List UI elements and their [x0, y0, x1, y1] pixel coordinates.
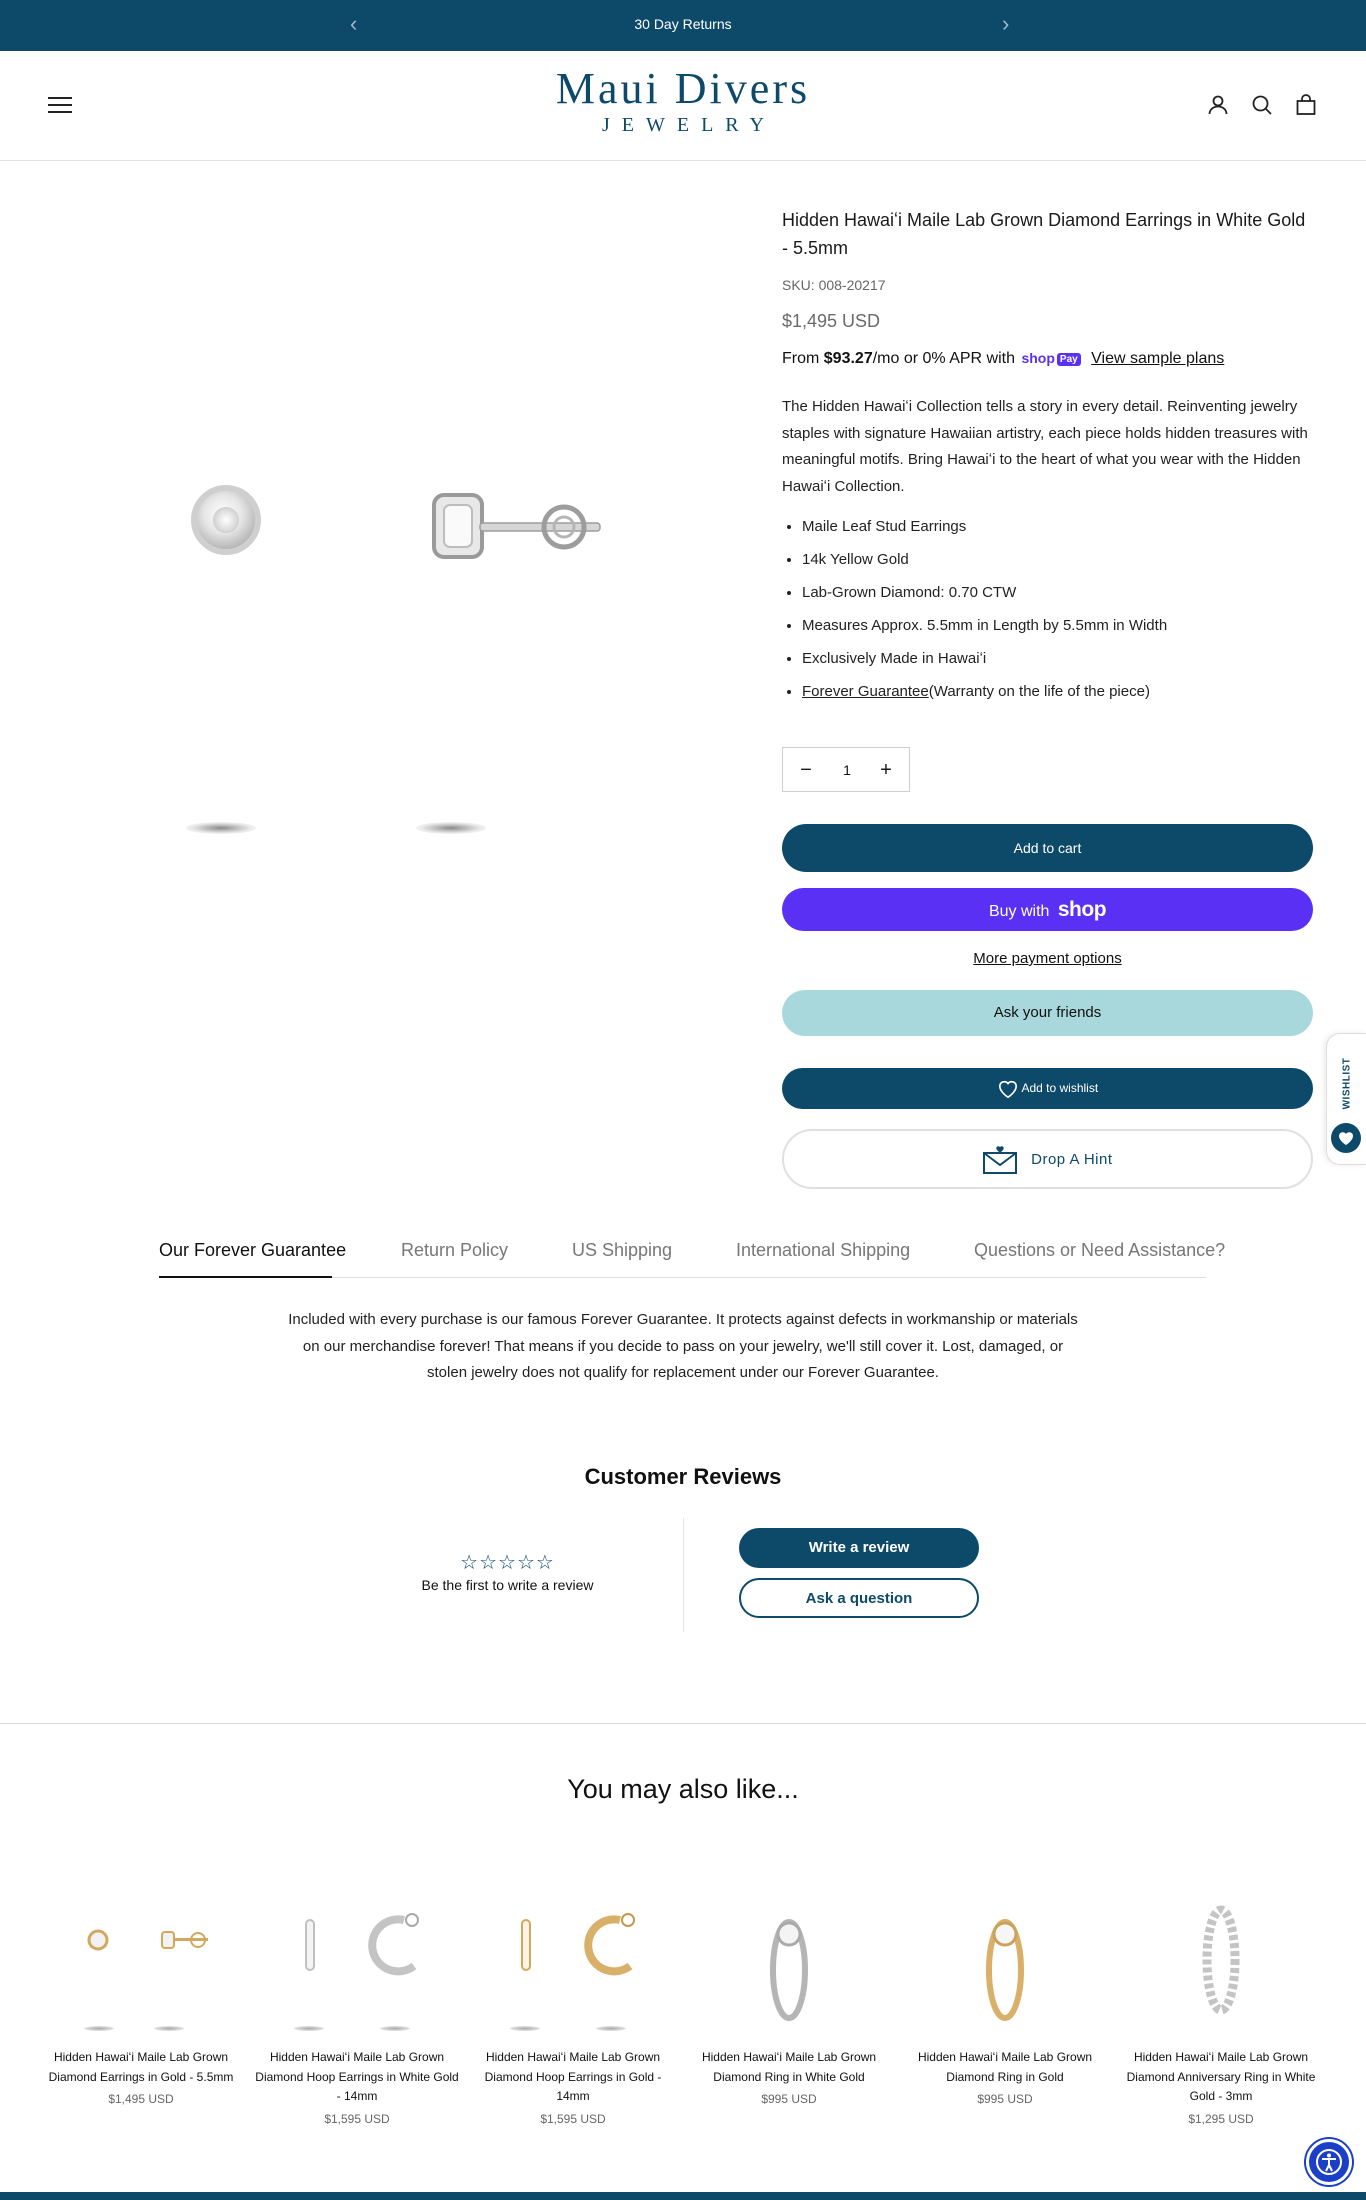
shop-pay-word: shop — [1021, 350, 1055, 366]
active-tab-indicator — [159, 1276, 332, 1278]
account-icon[interactable] — [1206, 93, 1230, 117]
image-shadow — [596, 2026, 626, 2031]
installments-suffix: /mo or 0% APR with — [872, 350, 1015, 367]
product-card-price: $1,295 USD — [1188, 2111, 1254, 2126]
feature-item: • Exclusively Made in Hawaiʻi — [802, 648, 1312, 669]
chevron-left-icon[interactable]: ‹ — [350, 11, 358, 36]
image-shadow — [416, 822, 486, 834]
reviews-summary — [380, 1550, 635, 1593]
buy-with-shop-button[interactable] — [782, 888, 1313, 931]
product-price: $1,495 USD — [782, 311, 881, 331]
product-card-price: $995 USD — [977, 2092, 1033, 2106]
wishlist-side-tab[interactable] — [1326, 1033, 1366, 1165]
write-review-button[interactable]: Write a review — [739, 1528, 979, 1568]
chevron-right-icon[interactable]: › — [1002, 11, 1010, 36]
ask-friends-button[interactable]: Ask your friends — [782, 990, 1313, 1036]
product-card-price: $1,595 USD — [540, 2111, 606, 2126]
feature-item: • Maile Leaf Stud Earrings — [802, 516, 1312, 537]
product-card-price: $1,495 USD — [108, 2092, 174, 2106]
product-card-name: Hidden Hawaiʻi Maile Lab Grown Diamond Earrings in Gold - 5.5mm — [48, 2050, 234, 2084]
image-shadow — [380, 2026, 410, 2031]
shop-pay-badge: Pay — [1057, 353, 1081, 366]
plus-icon[interactable]: + — [880, 759, 892, 781]
logo-line-1: Maui Divers — [555, 64, 811, 113]
product-card-name: Hidden Hawaiʻi Maile Lab Grown Diamond Hoop Earrings in White Gold - 14mm — [255, 2050, 459, 2103]
tab-questions[interactable]: Questions or Need Assistance? — [974, 1240, 1226, 1260]
product-description: The Hidden Hawaiʻi Collection tells a story in every detail. Reinventing jewelry staples with signature Hawaiian artistry, each piece holds hidden treasures with meaningful motifs. Bring Hawaiʻi to the heart of what you wear with the Hidden Hawaiʻi Collection. — [782, 398, 1308, 495]
tab-international-shipping[interactable]: International Shipping — [736, 1240, 911, 1260]
product-thumbnail — [902, 1880, 1108, 2040]
product-title: Hidden Hawaiʻi Maile Lab Grown Diamond Earrings in White Gold - 5.5mm — [782, 210, 1306, 258]
image-shadow — [294, 2026, 324, 2031]
announcement-bar — [0, 0, 1366, 51]
view-sample-plans-link[interactable]: View sample plans — [1091, 350, 1225, 367]
image-shadow — [154, 2026, 184, 2031]
product-info — [782, 206, 1312, 714]
feature-item-guarantee — [802, 681, 1312, 702]
wishlist-tab-label: WISHLIST — [1341, 1057, 1353, 1110]
product-card-price: $1,595 USD — [324, 2111, 390, 2126]
accessibility-icon[interactable] — [1306, 2139, 1352, 2185]
feature-item: • Lab-Grown Diamond: 0.70 CTW — [802, 582, 1312, 603]
image-shadow — [84, 2026, 114, 2031]
feature-list — [782, 516, 1312, 702]
add-to-wishlist-label: Add to wishlist — [1021, 1081, 1099, 1095]
earring-front-view — [191, 485, 261, 555]
minus-icon[interactable]: − — [800, 759, 812, 781]
installments-prefix: From — [782, 350, 824, 367]
product-sku: SKU: 008-20217 — [782, 277, 886, 293]
shop-pay-logo — [1021, 350, 1080, 366]
section-divider — [0, 1723, 1366, 1724]
image-shadow — [510, 2026, 540, 2031]
recommendations-title: You may also like... — [567, 1774, 799, 1804]
cart-icon[interactable] — [1294, 93, 1318, 117]
add-to-wishlist-button[interactable] — [782, 1068, 1313, 1109]
shop-logo: shop — [1057, 898, 1107, 921]
heart-icon — [997, 1079, 1019, 1099]
star-rating-icon: ☆☆☆☆☆ — [460, 1552, 555, 1574]
reviews-empty-text: Be the first to write a review — [421, 1577, 594, 1593]
envelope-icon — [982, 1145, 1018, 1175]
product-image[interactable] — [150, 440, 650, 860]
earring-side-view — [430, 485, 610, 575]
guarantee-note: (Warranty on the life of the piece) — [928, 683, 1150, 700]
feature-item: • 14k Yellow Gold — [802, 549, 1312, 570]
site-header — [0, 51, 1366, 161]
quantity-stepper — [782, 747, 910, 792]
info-tabs — [159, 1236, 1226, 1278]
reviews-divider — [683, 1518, 684, 1632]
product-card[interactable] — [902, 1880, 1108, 2106]
installments-amount: $93.27 — [823, 350, 873, 367]
tab-return-policy[interactable]: Return Policy — [401, 1240, 509, 1260]
product-card-name: Hidden Hawaiʻi Maile Lab Grown Diamond Hoop Earrings in Gold - 14mm — [484, 2050, 662, 2103]
product-card[interactable] — [686, 1880, 892, 2106]
search-icon[interactable] — [1250, 93, 1274, 117]
installments-text — [782, 350, 1312, 368]
buy-with-label: Buy with — [988, 903, 1050, 920]
product-card-name: Hidden Hawaiʻi Maile Lab Grown Diamond Anniversary Ring in White Gold - 3mm — [1126, 2050, 1316, 2103]
announcement-text: 30 Day Returns — [634, 16, 732, 32]
product-card[interactable] — [254, 1880, 460, 2126]
product-card-name: Hidden Hawaiʻi Maile Lab Grown Diamond Ring in Gold — [917, 2050, 1093, 2084]
reviews-title: Customer Reviews — [584, 1464, 782, 1489]
tab-content: Included with every purchase is our famous Forever Guarantee. It protects against defects in workmanship or materials on our merchandise forever! That means if you decide to pass on your jewelry, we'll still cover it. Lost, damaged, or stolen jewelry does not qualify for replacement under our Forever Guarantee. — [288, 1311, 1078, 1381]
site-logo[interactable] — [0, 65, 1366, 137]
ask-question-button[interactable]: Ask a question — [739, 1578, 979, 1618]
add-to-cart-button[interactable]: Add to cart — [782, 824, 1313, 872]
image-shadow — [186, 822, 256, 834]
drop-a-hint-button[interactable] — [782, 1129, 1313, 1189]
product-card-name: Hidden Hawaiʻi Maile Lab Grown Diamond Ring in White Gold — [701, 2050, 877, 2084]
footer-band — [0, 2192, 1366, 2200]
drop-a-hint-label: Drop A Hint — [1031, 1151, 1113, 1168]
product-thumbnail — [1118, 1880, 1324, 2040]
quantity-input[interactable] — [825, 758, 869, 782]
product-thumbnail — [38, 1880, 244, 2040]
product-card[interactable] — [38, 1880, 244, 2106]
product-card[interactable] — [1118, 1880, 1324, 2126]
product-thumbnail — [686, 1880, 892, 2040]
product-card-price: $995 USD — [761, 2092, 817, 2106]
forever-guarantee-link[interactable]: Forever Guarantee — [802, 683, 929, 700]
feature-item: • Measures Approx. 5.5mm in Length by 5.5mm in Width — [802, 615, 1312, 636]
heart-icon — [1331, 1123, 1361, 1153]
logo-line-2: JEWELRY — [602, 114, 776, 136]
wishlist-tab-label-wrap — [1331, 1056, 1363, 1116]
tab-forever-guarantee[interactable]: Our Forever Guarantee — [159, 1240, 347, 1260]
tab-us-shipping[interactable]: US Shipping — [572, 1240, 673, 1260]
product-thumbnail — [254, 1880, 460, 2040]
more-payment-options-link[interactable]: More payment options — [973, 950, 1122, 967]
product-card[interactable] — [470, 1880, 676, 2126]
product-thumbnail — [470, 1880, 676, 2040]
